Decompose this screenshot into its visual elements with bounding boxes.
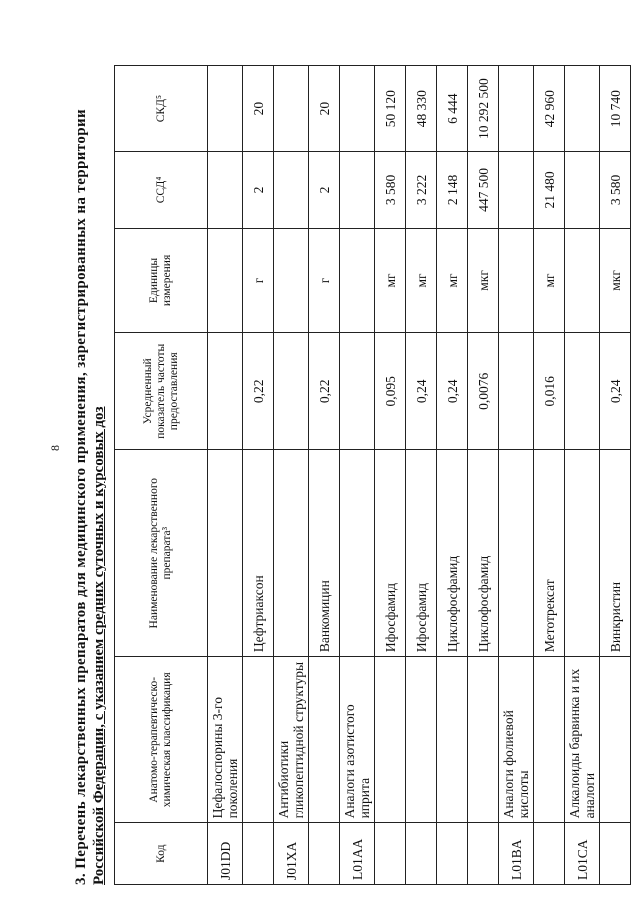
ssd-cell xyxy=(340,152,375,228)
unit-cell xyxy=(499,228,534,333)
drug-name-cell: Циклофосфамид xyxy=(437,450,468,657)
unit-cell: мкг xyxy=(600,228,631,333)
code-cell xyxy=(468,823,499,885)
table-row xyxy=(468,66,499,885)
skd-cell xyxy=(208,66,243,152)
drug-name-cell: Цефтриаксон xyxy=(243,450,274,657)
unit-cell xyxy=(208,228,243,333)
header-frequency: Усредненный показатель частоты предоставления xyxy=(115,333,208,450)
header-unit: Единицы измерения xyxy=(115,228,208,333)
atc-cell: Алкалоиды барвинка и их аналоги xyxy=(565,657,600,823)
skd-cell: 10 740 xyxy=(600,66,631,152)
table-row xyxy=(208,66,243,885)
code-cell xyxy=(437,823,468,885)
atc-cell xyxy=(468,657,499,823)
drug-name-cell xyxy=(565,450,600,657)
header-code: Код xyxy=(115,823,208,885)
table-row xyxy=(406,66,437,885)
unit-cell: мкг xyxy=(468,228,499,333)
code-cell: J01DD xyxy=(208,823,243,885)
code-cell xyxy=(600,823,631,885)
skd-cell: 10 292 500 xyxy=(468,66,499,152)
atc-cell xyxy=(406,657,437,823)
unit-cell xyxy=(274,228,309,333)
atc-cell: Аналоги азотистого иприта xyxy=(340,657,375,823)
table-body xyxy=(208,66,631,885)
skd-cell: 6 444 xyxy=(437,66,468,152)
frequency-cell: 0,0076 xyxy=(468,333,499,450)
skd-cell xyxy=(565,66,600,152)
header-ssd: ССД⁴ xyxy=(115,152,208,228)
skd-cell xyxy=(274,66,309,152)
drug-name-cell: Циклофосфамид xyxy=(468,450,499,657)
frequency-cell: 0,24 xyxy=(600,333,631,450)
page-number: 8 xyxy=(48,445,62,451)
ssd-cell xyxy=(208,152,243,228)
drug-name-cell xyxy=(499,450,534,657)
ssd-cell xyxy=(565,152,600,228)
code-cell xyxy=(309,823,340,885)
drug-name-cell: Метотрексат xyxy=(534,450,565,657)
unit-cell xyxy=(565,228,600,333)
frequency-cell: 0,24 xyxy=(437,333,468,450)
table-row xyxy=(437,66,468,885)
skd-cell: 20 xyxy=(309,66,340,152)
frequency-cell: 0,22 xyxy=(243,333,274,450)
table-row xyxy=(375,66,406,885)
frequency-cell xyxy=(565,333,600,450)
unit-cell: г xyxy=(243,228,274,333)
atc-cell xyxy=(600,657,631,823)
ssd-cell: 3 580 xyxy=(600,152,631,228)
code-cell: J01XA xyxy=(274,823,309,885)
atc-cell: Аналоги фолиевой кислоты xyxy=(499,657,534,823)
skd-cell: 50 120 xyxy=(375,66,406,152)
frequency-cell: 0,095 xyxy=(375,333,406,450)
code-cell: L01AA xyxy=(340,823,375,885)
table-row xyxy=(340,66,375,885)
drug-name-cell: Ифосфамид xyxy=(375,450,406,657)
table-row xyxy=(534,66,565,885)
skd-cell xyxy=(340,66,375,152)
atc-cell xyxy=(375,657,406,823)
rotated-document xyxy=(72,35,623,885)
drug-name-cell xyxy=(208,450,243,657)
ssd-cell: 447 500 xyxy=(468,152,499,228)
heading-line-1: 3. Перечень лекарственных препаратов для медицинского применения, зарегистрированных на территории xyxy=(73,108,89,885)
atc-cell xyxy=(309,657,340,823)
atc-cell: Антибиотики гликопептидной структуры xyxy=(274,657,309,823)
table-row xyxy=(243,66,274,885)
unit-cell: мг xyxy=(534,228,565,333)
ssd-cell xyxy=(274,152,309,228)
unit-cell: г xyxy=(309,228,340,333)
table-row xyxy=(499,66,534,885)
drug-table xyxy=(114,65,631,885)
table-row xyxy=(565,66,600,885)
frequency-cell: 0,24 xyxy=(406,333,437,450)
unit-cell xyxy=(340,228,375,333)
ssd-cell: 3 580 xyxy=(375,152,406,228)
skd-cell: 20 xyxy=(243,66,274,152)
atc-cell: Цефалоспорины 3-го поколения xyxy=(208,657,243,823)
code-cell xyxy=(534,823,565,885)
drug-name-cell xyxy=(274,450,309,657)
ssd-cell: 2 xyxy=(309,152,340,228)
unit-cell: мг xyxy=(406,228,437,333)
atc-cell xyxy=(534,657,565,823)
code-cell: L01CA xyxy=(565,823,600,885)
unit-cell: мг xyxy=(375,228,406,333)
code-cell xyxy=(243,823,274,885)
ssd-cell: 2 xyxy=(243,152,274,228)
heading-line-2: Российской Федерации, с указанием средних суточных и курсовых доз xyxy=(91,406,107,885)
code-cell xyxy=(375,823,406,885)
table-row xyxy=(274,66,309,885)
skd-cell xyxy=(499,66,534,152)
atc-cell xyxy=(243,657,274,823)
ssd-cell: 21 480 xyxy=(534,152,565,228)
atc-cell xyxy=(437,657,468,823)
ssd-cell: 3 222 xyxy=(406,152,437,228)
drug-name-cell: Ванкомицин xyxy=(309,450,340,657)
code-cell xyxy=(406,823,437,885)
drug-name-cell: Винкристин xyxy=(600,450,631,657)
drug-name-cell: Ифосфамид xyxy=(406,450,437,657)
ssd-cell: 2 148 xyxy=(437,152,468,228)
frequency-cell: 0,22 xyxy=(309,333,340,450)
section-heading xyxy=(72,35,108,885)
frequency-cell xyxy=(208,333,243,450)
table-header-row xyxy=(115,66,208,885)
drug-name-cell xyxy=(340,450,375,657)
ssd-cell xyxy=(499,152,534,228)
skd-cell: 42 960 xyxy=(534,66,565,152)
table-row xyxy=(309,66,340,885)
header-skd: СКД⁵ xyxy=(115,66,208,152)
code-cell: L01BA xyxy=(499,823,534,885)
frequency-cell xyxy=(274,333,309,450)
frequency-cell: 0,016 xyxy=(534,333,565,450)
table-row xyxy=(600,66,631,885)
frequency-cell xyxy=(340,333,375,450)
header-drug-name: Наименование лекарственного препарата³ xyxy=(115,450,208,657)
skd-cell: 48 330 xyxy=(406,66,437,152)
unit-cell: мг xyxy=(437,228,468,333)
header-atc: Анатомо-терапевтическо-химическая классификация xyxy=(115,657,208,823)
frequency-cell xyxy=(499,333,534,450)
